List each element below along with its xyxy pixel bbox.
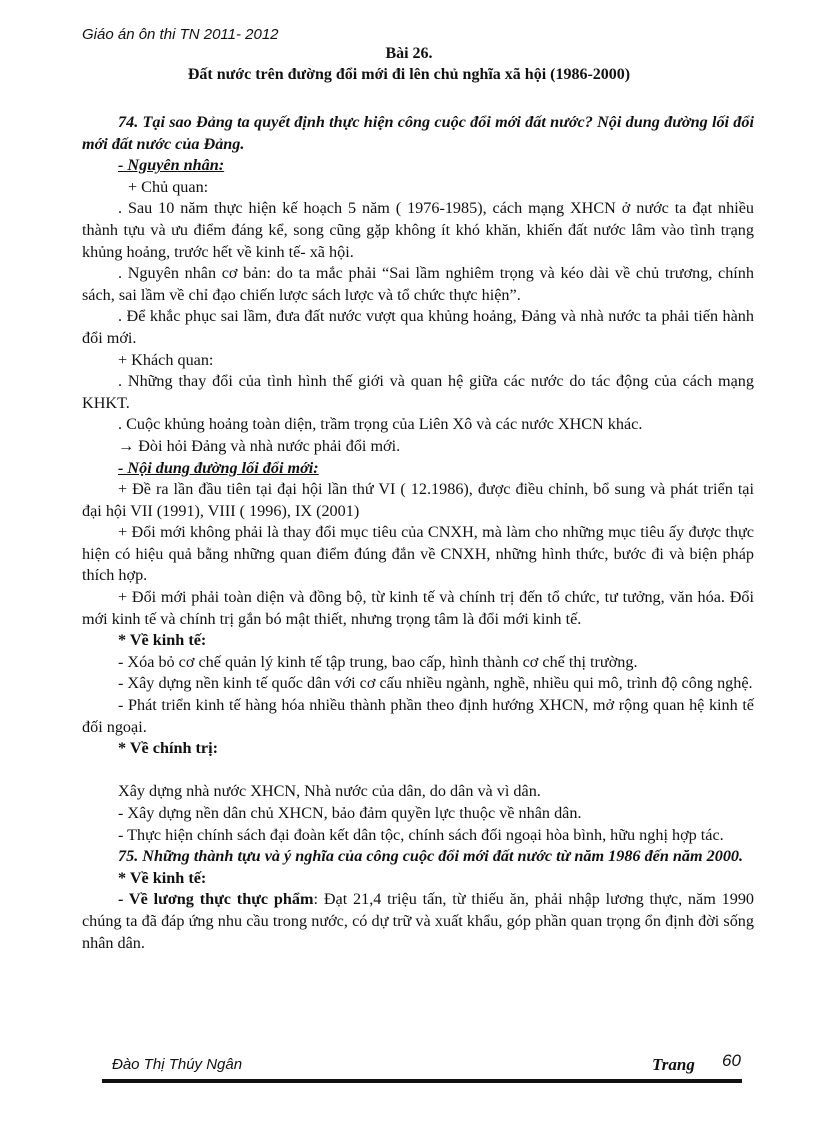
food-text: : Đạt 21,4 triệu tấn, từ thiếu ăn, phải nhập lương thực, năm 1990 chúng ta đã đáp ứng nhu cầu trong nước, có dự trữ và xuất khẩu, góp phần quan trọng ổn định đời sống nhân dân. <box>82 890 755 952</box>
economy-item-1: - Xóa bỏ cơ chế quản lý kinh tế tập trung, bao cấp, hình thành cơ chế thị trường. <box>118 652 638 671</box>
header-course: Giáo án ôn thi TN 2011- 2012 <box>82 26 279 43</box>
lesson-number: Bài 26. <box>385 45 433 62</box>
title-block <box>82 44 736 86</box>
economy-item-2: - Xây dựng nền kinh tế quốc dân với cơ cấu nhiều ngành, nghề, nhiều qui mô, trình độ công nghệ. <box>118 674 753 693</box>
politics-heading: * Về chính trị: <box>118 739 218 758</box>
subjective-label: + Chủ quan: <box>128 177 209 196</box>
objective-label: + Khách quan: <box>118 350 214 369</box>
cause-heading-text: - Nguyên nhân: <box>118 156 225 175</box>
economy-heading: * Về kinh tế: <box>118 631 207 650</box>
politics-item-2: - Xây dựng nền dân chủ XHCN, bảo đảm quyền lực thuộc về nhân dân. <box>118 804 582 822</box>
objective-paragraph-3: → Đòi hỏi Đảng và nhà nước phải đổi mới. <box>118 436 401 455</box>
question-74: 74. Tại sao Đảng ta quyết định thực hiện công cuộc đổi mới đất nước? Nội dung đường lối đổi mới đất nước của Đảng. <box>82 113 754 153</box>
objective-paragraph-2: . Cuộc khủng hoảng toàn diện, trầm trọng của Liên Xô và các nước XHCN khác. <box>118 415 643 434</box>
blank-line <box>82 760 754 782</box>
politics-item-1: Xây dựng nhà nước XHCN, Nhà nước của dân, do dân và vì dân. <box>118 782 541 801</box>
subjective-paragraph-2: . Nguyên nhân cơ bản: do ta mắc phải “Sai lầm nghiêm trọng và kéo dài về chủ trương, chính sách, sai lầm về chỉ đạo chiến lược sách lược và tổ chức thực hiện”. <box>82 264 754 304</box>
footer-page-number: 60 <box>722 1051 741 1070</box>
cause-heading <box>82 155 754 177</box>
food-paragraph <box>82 889 754 954</box>
question-75: 75. Những thành tựu và ý nghĩa của công cuộc đổi mới đất nước từ năm 1986 đến năm 2000. <box>118 847 744 866</box>
content-paragraph-2: + Đổi mới không phải là thay đổi mục tiêu của CNXH, mà làm cho những mục tiêu ấy được thực hiện có hiệu quả bằng những quan điểm đúng đắn về CNXH, những hình thức, bước đi và biện pháp thích hợp. <box>82 523 754 585</box>
food-label: - Về lương thực thực phẩm <box>118 890 314 909</box>
subjective-paragraph-3: . Để khắc phục sai lầm, đưa đất nước vượt qua khủng hoảng, Đảng và nhà nước ta phải tiến hành đổi mới. <box>82 307 754 347</box>
content-paragraph-3: + Đổi mới phải toàn diện và đồng bộ, từ kinh tế và chính trị đến tổ chức, tư tưởng, văn hóa. Đổi mới kinh tế và chính trị gắn bó mật thiết, nhưng trọng tâm là đổi mới kinh tế. <box>82 588 754 628</box>
lesson-title: Đất nước trên đường đổi mới đi lên chủ nghĩa xã hội (1986-2000) <box>187 66 631 83</box>
subjective-paragraph-1: . Sau 10 năm thực hiện kế hoạch 5 năm ( 1976-1985), cách mạng XHCN ở nước ta đạt nhiều thành tựu và ưu điểm đáng kể, song cũng gặp không ít khó khăn, khiến đất nước lâm vào tình trạng khủng hoảng, trước hết về kinh tế- xã hội. <box>82 199 754 261</box>
document-body <box>82 112 754 954</box>
content-heading-text: - Nội dung đường lối đổi mới: <box>118 458 319 477</box>
content-paragraph-1: + Đề ra lần đầu tiên tại đại hội lần thứ VI ( 12.1986), được điều chỉnh, bổ sung và phát triển tại đại hội VII (1991), VIII ( 1996), IX (2001) <box>82 480 754 520</box>
content-heading <box>82 458 754 480</box>
achievements-economy-heading: * Về kinh tế: <box>118 868 207 887</box>
objective-paragraph-1: . Những thay đổi của tình hình thế giới và quan hệ giữa các nước do tác động của cách mạng KHKT. <box>82 372 754 412</box>
footer-divider <box>102 1079 742 1083</box>
footer-page-label: Trang <box>652 1055 695 1074</box>
economy-item-3: - Phát triển kinh tế hàng hóa nhiều thành phần theo định hướng XHCN, mở rộng quan hệ kinh tế đối ngoại. <box>82 696 754 736</box>
footer-author: Đào Thị Thúy Ngân <box>112 1056 243 1073</box>
politics-item-3: - Thực hiện chính sách đại đoàn kết dân tộc, chính sách đối ngoại hòa bình, hữu nghị hợp tác. <box>118 825 724 844</box>
